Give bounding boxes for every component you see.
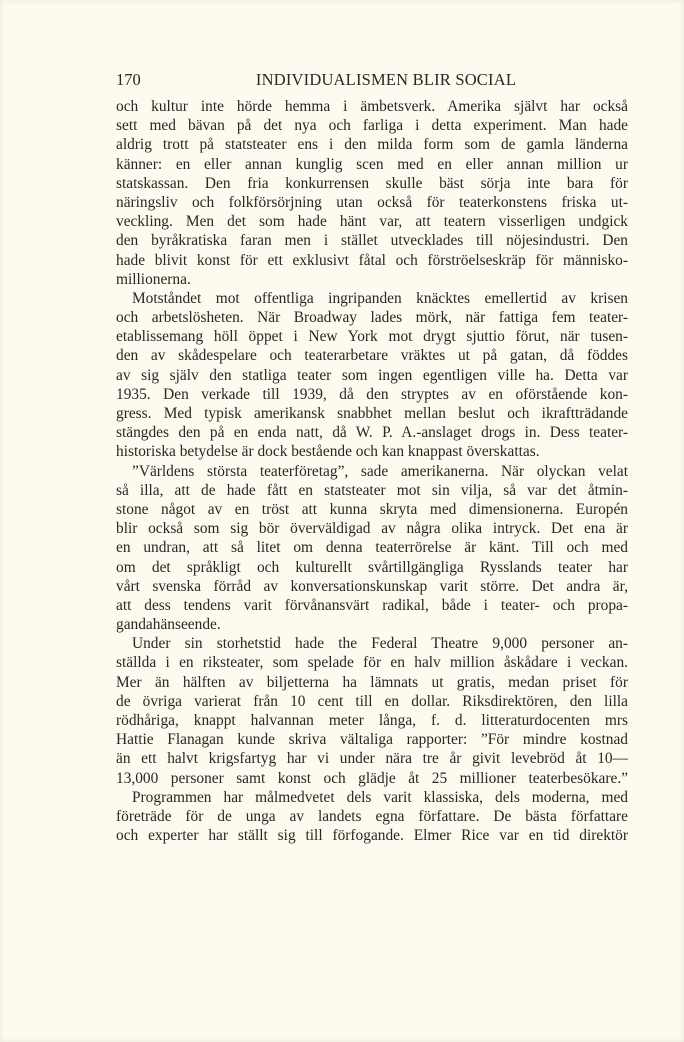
text-line: och kultur inte hörde hemma i ämbetsverk. Amerika självt har också	[116, 98, 628, 115]
text-line: statskassan. Den fria konkurrensen skulle bäst sörja inte bara för	[116, 174, 628, 192]
text-line: gress. Med typisk amerikansk snabbhet mellan beslut och ikraftträdande	[116, 405, 628, 422]
text-line: Mer än hälften av biljetterna ha lämnats ut gratis, medan priset för	[116, 673, 628, 691]
paragraph	[116, 634, 628, 788]
text-line: Under sin storhetstid hade the Federal Theatre 9,000 personer an-	[132, 635, 628, 653]
text-line: stängdes den på en enda natt, då W. P. A.-anslaget drogs in. Dess teater-	[116, 424, 628, 442]
text-line: de övriga varierat från 10 cent till en dollar. Riksdirektören, den lilla	[116, 692, 628, 710]
text-line: historiska betydelse är dock bestående och kan knappast överskattas.	[116, 443, 540, 461]
page-number: 170	[116, 70, 141, 89]
text-line: så illa, att de hade fått en statsteater mot sin vilja, så var det åtmin-	[116, 481, 628, 499]
text-line: den av skådespelare och teaterarbetare vräktes ut på gatan, då föddes	[116, 347, 628, 365]
body-text	[116, 97, 628, 845]
text-line: 1935. Den verkade till 1939, då den stryptes av en oförstående kon-	[116, 385, 628, 403]
text-line: aldrig trott på statsteater ens i den milda form som de gamla länderna	[116, 136, 628, 154]
text-line: millionerna.	[116, 270, 191, 288]
text-line: 13,000 personer samt konst och glädje åt 25 millioner teaterbesökare.”	[116, 769, 628, 787]
text-line: känner: en eller annan kunglig scen med en eller annan million ur	[116, 155, 628, 173]
text-line: ställda i en riksteater, som spelade för en halv million åskådare i veckan.	[116, 654, 628, 672]
text-line: och arbetslösheten. När Broadway lades mörk, när fattiga fem teater-	[116, 309, 628, 327]
text-line: företräde för de unga av landets egna författare. De bästa författare	[116, 807, 628, 825]
text-line: Motståndet mot offentliga ingripanden knäcktes emellertid av krisen	[132, 289, 628, 307]
text-line: än ett halvt krigsfartyg har vi under nära tre år givit levebröd åt 10—	[116, 750, 628, 768]
text-line: gandahänseende.	[116, 616, 221, 634]
text-line: blir också som sig bör överväldigad av några olika intryck. Det ena är	[116, 520, 628, 538]
text-line: om det språkligt och kulturellt svårtillgängliga Rysslands teater har	[116, 558, 628, 576]
text-line: Hattie Flanagan kunde skriva vältaliga rapporter: ”För mindre kostnad	[116, 731, 628, 749]
paragraph	[116, 462, 628, 635]
text-line: av sig själv den statliga teater som ingen egentligen ville ha. Detta var	[116, 366, 628, 384]
text-line: ”Världens största teaterföretag”, sade amerikanerna. När olyckan velat	[132, 462, 628, 480]
paragraph	[116, 788, 628, 846]
text-line: Programmen har målmedvetet dels varit klassiska, dels moderna, med	[132, 788, 628, 806]
running-head: INDIVIDUALISMEN BLIR SOCIAL	[255, 70, 517, 89]
text-line: den byråkratiska faran men i stället utvecklades till nöjesindustri. Den	[116, 232, 628, 250]
text-line: veckling. Men det som hade hänt var, att teatern visserligen undgick	[116, 213, 628, 231]
text-line: stone något av en tröst att kunna skryta med dimensionerna. Europén	[116, 500, 628, 518]
text-line: vårt svenska förråd av konversationskunskap varit större. Det andra är,	[116, 577, 628, 595]
text-line: hade blivit konst för ett exklusivt fåtal och förströelseskräp för människo-	[116, 251, 628, 269]
paragraph	[116, 289, 628, 462]
text-line: etablissemang höll öppet i New York mot drygt sjuttio förut, när tusen-	[116, 328, 628, 346]
text-line: och experter har ställt sig till förfogande. Elmer Rice var en tid direktör	[116, 827, 628, 845]
text-line: sett med bävan på det nya och farliga i detta experiment. Man hade	[116, 117, 628, 135]
text-line: en undran, att så litet om denna teaterrörelse är känt. Till och med	[116, 539, 628, 557]
page-header	[116, 70, 628, 92]
paragraph	[116, 97, 628, 289]
text-line: näringsliv och folkförsörjning utan också för teaterkonstens friska ut-	[116, 193, 628, 211]
text-line: att dess tendens varit förvånansvärt radikal, både i teater- och propa-	[116, 596, 628, 614]
text-line: rödhåriga, knappt halvannan meter långa, f. d. litteraturdocenten mrs	[116, 712, 628, 729]
